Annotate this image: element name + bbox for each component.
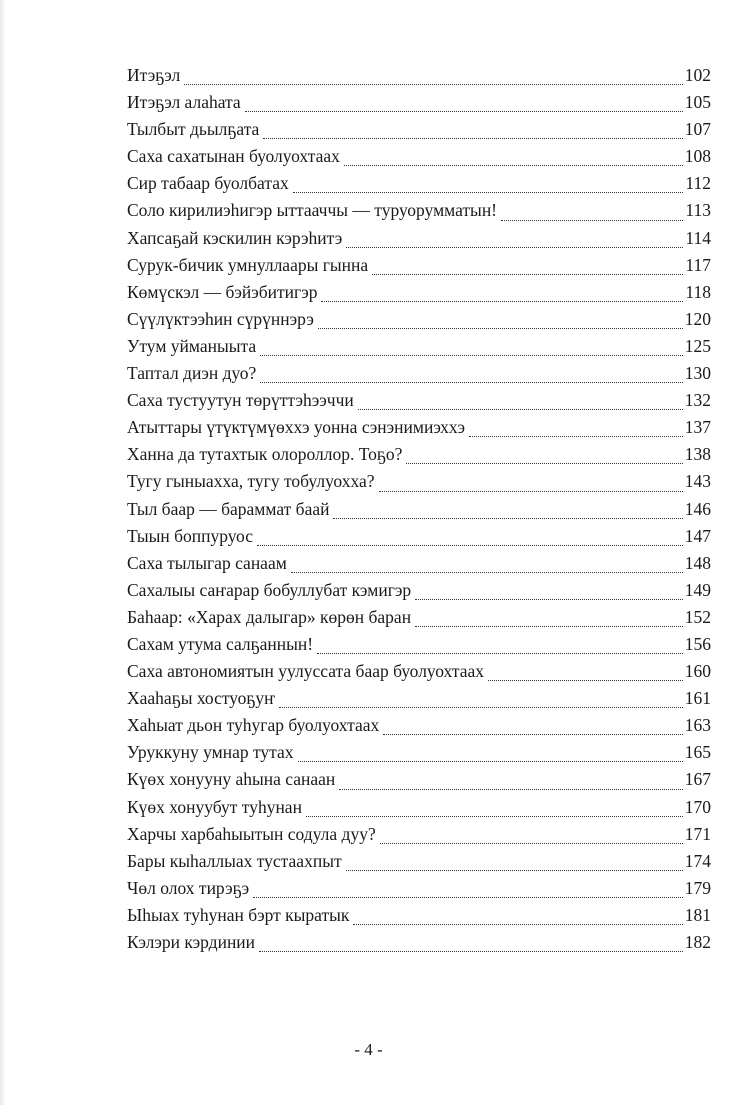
toc-entry-title: Тылбыт дьылҕата — [127, 119, 260, 140]
toc-leader-dots — [318, 328, 683, 329]
toc-leader-dots — [358, 409, 683, 410]
toc-entry-page: 147 — [684, 525, 711, 546]
toc-entry-page: 105 — [684, 92, 711, 113]
toc-entry-title: Уруккуну умнар тутах — [127, 742, 294, 763]
toc-entry — [127, 523, 711, 550]
toc-leader-dots — [415, 599, 683, 600]
toc-entry-page: 102 — [684, 65, 711, 85]
page-edge-shadow — [0, 0, 6, 1105]
toc-entry-page: 165 — [684, 742, 711, 763]
toc-entry — [127, 143, 711, 170]
toc-leader-dots — [344, 165, 683, 166]
toc-entry — [127, 929, 711, 956]
toc-entry-title: Күөх хонуубут туһунан — [127, 796, 302, 817]
table-of-contents — [127, 62, 711, 956]
toc-entry-title: Саха тустуутун төрүттэһээччи — [127, 390, 354, 411]
toc-leader-dots — [298, 761, 683, 762]
toc-entry-page: 113 — [685, 200, 711, 221]
toc-entry — [127, 414, 711, 441]
toc-entry-title: Саха автономиятын уулуссата баар буолуохтаах — [127, 661, 485, 682]
toc-entry-title: Сүүлүктээһин сүрүннэрэ — [127, 308, 314, 329]
toc-entry-page: 148 — [684, 552, 711, 573]
toc-entry-page: 132 — [684, 390, 711, 411]
toc-entry-page: 143 — [684, 471, 711, 492]
toc-entry-title: Ханна да тутахтык олороллор. Тоҕо? — [127, 444, 403, 465]
toc-entry-page: 181 — [684, 904, 711, 925]
toc-entry-title: Тыын боппуруос — [127, 525, 253, 546]
toc-entry-title: Бары кыһаллыах тустаахпыт — [127, 850, 342, 871]
toc-entry-title: Сахам утума салҕаннын! — [127, 633, 314, 654]
toc-entry — [127, 116, 711, 143]
toc-entry — [127, 306, 711, 333]
toc-leader-dots — [291, 572, 683, 573]
toc-entry-title: Кэлэри кэрдинии — [127, 932, 256, 952]
toc-entry-page: 114 — [685, 227, 711, 248]
toc-entry — [127, 631, 711, 658]
toc-entry — [127, 387, 711, 414]
toc-entry-title: Көмүскэл — бэйэбитигэр — [127, 281, 318, 302]
toc-entry-page: 167 — [684, 769, 711, 790]
toc-entry-page: 107 — [684, 119, 711, 140]
toc-entry — [127, 170, 711, 197]
toc-entry-title: Ыһыах туһунан бэрт кыратык — [127, 904, 350, 925]
toc-leader-dots — [253, 897, 683, 898]
toc-entry — [127, 550, 711, 577]
toc-entry — [127, 712, 711, 739]
toc-entry — [127, 848, 711, 875]
toc-leader-dots — [469, 436, 683, 437]
toc-leader-dots — [257, 545, 683, 546]
toc-entry — [127, 794, 711, 821]
toc-leader-dots — [488, 680, 683, 681]
toc-entry — [127, 279, 711, 306]
toc-leader-dots — [339, 789, 682, 790]
toc-leader-dots — [379, 491, 683, 492]
toc-entry-title: Хаһыат дьон туһугар буолуохтаах — [127, 715, 380, 736]
toc-entry-page: 125 — [684, 335, 711, 356]
toc-leader-dots — [383, 734, 682, 735]
toc-entry-page: 117 — [685, 254, 711, 275]
toc-entry — [127, 468, 711, 495]
toc-entry — [127, 89, 711, 116]
toc-leader-dots — [260, 382, 682, 383]
toc-entry-page: 182 — [684, 932, 711, 952]
toc-leader-dots — [346, 247, 683, 248]
toc-leader-dots — [372, 274, 683, 275]
toc-entry-page: 146 — [684, 498, 711, 519]
toc-entry — [127, 902, 711, 929]
toc-entry-title: Атыттары үтүктүмүөххэ уонна сэнэнимиэххэ — [127, 417, 465, 438]
toc-entry-page: 108 — [684, 146, 711, 167]
toc-entry — [127, 685, 711, 712]
page-number: - 4 - — [354, 1040, 383, 1059]
toc-entry-page: 161 — [684, 688, 711, 709]
toc-entry — [127, 496, 711, 523]
toc-entry-title: Баһаар: «Харах далыгар» көрөн баран — [127, 606, 412, 627]
toc-entry — [127, 658, 711, 685]
toc-entry — [127, 875, 711, 902]
toc-entry-title: Чөл олох тирэҕэ — [127, 877, 250, 898]
toc-entry — [127, 252, 711, 279]
toc-entry-page: 156 — [684, 633, 711, 654]
toc-entry-page: 179 — [684, 877, 711, 898]
toc-entry-page: 170 — [684, 796, 711, 817]
toc-entry — [127, 604, 711, 631]
toc-leader-dots — [333, 518, 682, 519]
toc-leader-dots — [346, 870, 683, 871]
toc-entry-page: 160 — [684, 661, 711, 682]
toc-entry-title: Тугу гыныахха, тугу тобулуохха? — [127, 471, 375, 492]
toc-leader-dots — [353, 924, 682, 925]
toc-entry-title: Саха сахатынан буолуохтаах — [127, 146, 340, 167]
toc-leader-dots — [263, 138, 682, 139]
toc-entry — [127, 821, 711, 848]
toc-entry-title: Тыл баар — бараммат баай — [127, 498, 330, 519]
toc-entry-title: Сахалыы саҥарар бобуллубат кэмигэр — [127, 579, 412, 600]
toc-entry-title: Итэҕэл алаһата — [127, 92, 241, 113]
toc-entry-page: 120 — [684, 308, 711, 329]
toc-entry-page: 149 — [684, 579, 711, 600]
toc-entry — [127, 197, 711, 224]
toc-leader-dots — [259, 951, 683, 952]
toc-leader-dots — [293, 192, 684, 193]
toc-entry — [127, 441, 711, 468]
toc-entry-page: 118 — [685, 281, 711, 302]
toc-entry — [127, 739, 711, 766]
toc-leader-dots — [321, 301, 683, 302]
toc-entry — [127, 225, 711, 252]
toc-leader-dots — [380, 843, 683, 844]
toc-entry-title: Күөх хонууну аһына санаан — [127, 769, 336, 790]
toc-entry-title: Сир табаар буолбатах — [127, 173, 289, 194]
toc-entry-title: Соло кирилиэһигэр ыттааччы — туруорумматын! — [127, 200, 498, 221]
toc-entry-title: Хапсаҕай кэскилин кэрэһитэ — [127, 227, 343, 248]
toc-entry-page: 171 — [684, 823, 711, 844]
toc-leader-dots — [501, 220, 683, 221]
toc-entry-title: Утум уйманыыта — [127, 335, 257, 356]
toc-entry-title: Харчы харбаһыытын содула дуу? — [127, 823, 376, 844]
toc-leader-dots — [317, 653, 683, 654]
toc-leader-dots — [415, 626, 683, 627]
toc-leader-dots — [306, 816, 683, 817]
toc-leader-dots — [406, 463, 682, 464]
toc-entry — [127, 577, 711, 604]
toc-entry-page: 112 — [685, 173, 711, 194]
toc-entry-page: 137 — [684, 417, 711, 438]
toc-entry-title: Сурук-бичик умнуллаары гынна — [127, 254, 369, 275]
toc-entry-page: 152 — [684, 606, 711, 627]
toc-entry — [127, 333, 711, 360]
toc-entry-title: Саха тылыгар санаам — [127, 552, 287, 573]
toc-leader-dots — [184, 84, 683, 85]
toc-leader-dots — [279, 707, 683, 708]
toc-leader-dots — [260, 355, 683, 356]
toc-entry — [127, 766, 711, 793]
toc-entry-title: Таптал диэн дуо? — [127, 363, 257, 384]
toc-entry-page: 163 — [684, 715, 711, 736]
toc-leader-dots — [245, 111, 683, 112]
toc-entry — [127, 360, 711, 387]
toc-entry-title: Итэҕэл — [127, 65, 181, 85]
toc-entry-title: Хааһаҕы хостуоҕуҥ — [127, 688, 276, 709]
toc-entry-page: 174 — [684, 850, 711, 871]
toc-entry — [127, 62, 711, 89]
toc-entry-page: 138 — [684, 444, 711, 465]
toc-entry-page: 130 — [684, 363, 711, 384]
